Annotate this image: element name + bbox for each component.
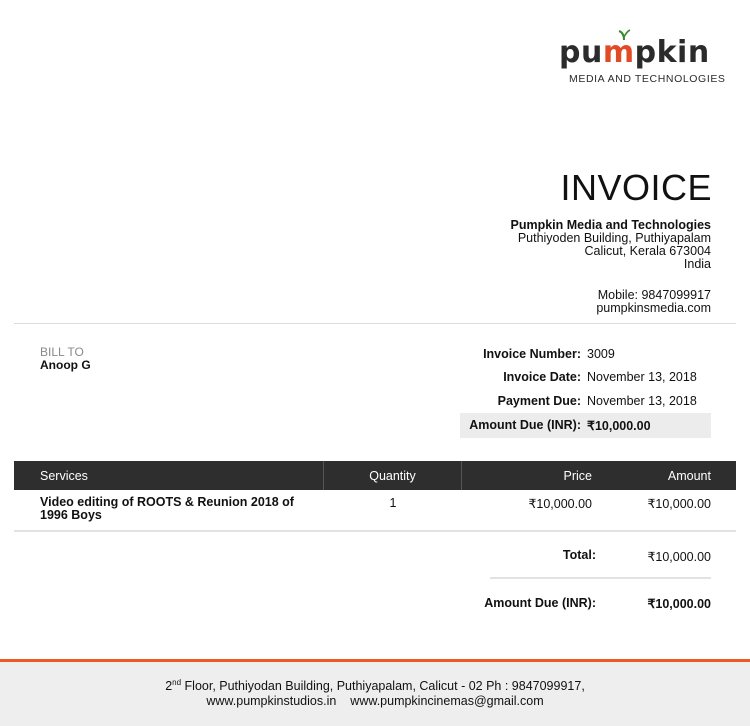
total-value: ₹10,000.00 — [647, 550, 711, 564]
header-quantity: Quantity — [324, 461, 462, 490]
header-divider — [14, 323, 736, 324]
footer — [0, 659, 750, 726]
company-website: pumpkinsmedia.com — [596, 301, 711, 315]
logo-tagline: MEDIA AND TECHNOLOGIES — [569, 73, 726, 85]
invoice-number-label: Invoice Number: — [483, 346, 581, 361]
footer-links — [0, 694, 750, 708]
payment-due-label: Payment Due: — [497, 393, 581, 408]
service-quantity: 1 — [389, 496, 397, 510]
invoice-number-row — [460, 342, 711, 366]
company-logo — [555, 28, 726, 88]
footer-address — [0, 679, 750, 693]
amount-due-value: ₹10,000.00 — [587, 418, 651, 433]
header-price: Price — [563, 468, 592, 483]
invoice-date-value: November 13, 2018 — [587, 370, 697, 385]
company-address-line2: Calicut, Kerala 673004 — [584, 244, 711, 258]
totals-divider — [490, 577, 711, 579]
footer-floor-suffix: nd — [172, 677, 182, 687]
service-price: ₹10,000.00 — [528, 497, 592, 511]
footer-website[interactable]: www.pumpkinstudios.in — [206, 694, 337, 708]
amount-due-total-label: Amount Due (INR): — [484, 596, 596, 610]
company-name: Pumpkin Media and Technologies — [510, 218, 711, 232]
invoice-date-label: Invoice Date: — [503, 370, 581, 385]
table-row-divider — [14, 530, 736, 532]
header-services: Services — [14, 461, 324, 490]
logo-wordmark: pumpkin — [559, 35, 710, 70]
payment-due-value: November 13, 2018 — [587, 393, 697, 408]
footer-address-rest: Floor, Puthiyodan Building, Puthiyapalam, Calicut - 02 Ph : 9847099917, — [184, 679, 585, 693]
company-address-line1: Puthiyoden Building, Puthiyapalam — [517, 231, 711, 245]
amount-due-row — [460, 413, 711, 438]
total-label: Total: — [562, 548, 596, 562]
bill-to-label: BILL TO — [40, 345, 84, 359]
services-table-header — [14, 461, 736, 490]
company-info — [511, 219, 712, 315]
invoice-date-row — [460, 366, 711, 390]
invoice-meta — [460, 342, 711, 438]
amount-due-label: Amount Due (INR): — [469, 418, 581, 432]
invoice-number-value: 3009 — [587, 346, 615, 361]
amount-due-total-value: ₹10,000.00 — [647, 597, 711, 611]
payment-due-row — [460, 389, 711, 413]
bill-to-name: Anoop G — [40, 358, 91, 372]
footer-floor-number: 2 — [165, 679, 173, 693]
service-amount: ₹10,000.00 — [647, 497, 711, 511]
company-mobile: Mobile: 9847099917 — [597, 288, 711, 302]
company-country: India — [683, 257, 711, 271]
footer-email[interactable]: www.pumpkincinemas@gmail.com — [350, 694, 544, 708]
invoice-title: INVOICE — [560, 167, 712, 208]
header-amount: Amount — [667, 468, 711, 483]
table-row — [14, 496, 736, 522]
service-description: Video editing of ROOTS & Reunion 2018 of 1996 Boys — [40, 495, 294, 522]
